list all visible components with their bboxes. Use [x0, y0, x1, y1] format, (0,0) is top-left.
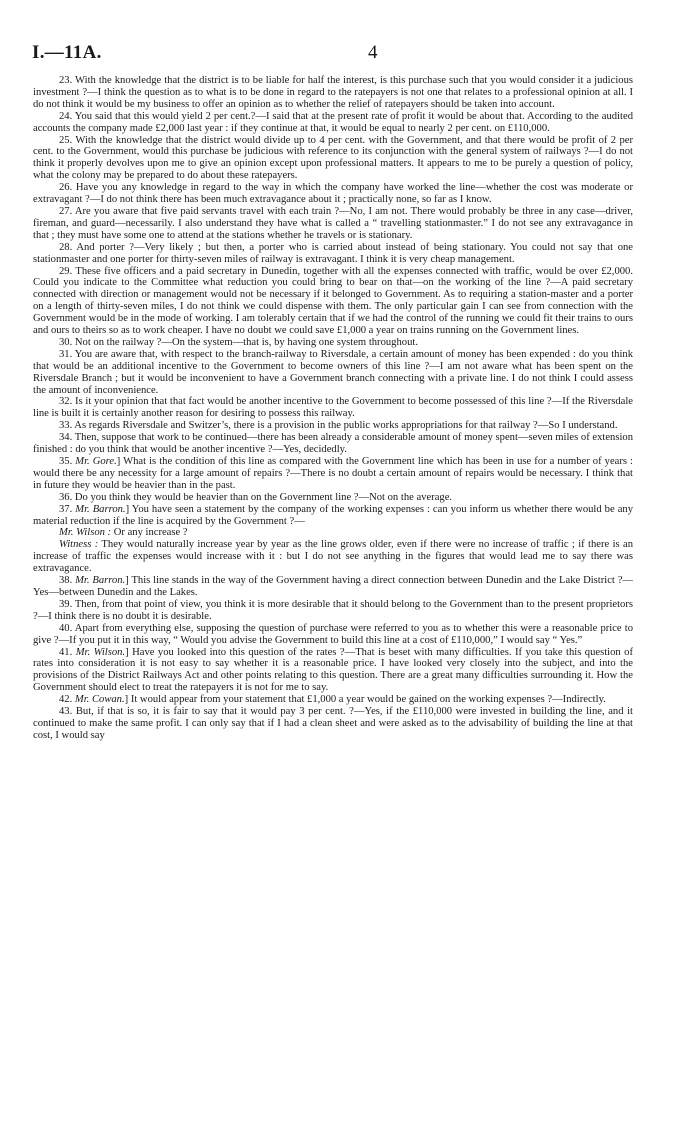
evidence-paragraph: 26. Have you any knowledge in regard to the way in which the company have worked the line—whether the cost was moderate or extravagant ?—I do not think there has been much extravagance about it ; practically none, so far as I know.	[33, 182, 633, 206]
evidence-paragraph: Witness : They would naturally increase year by year as the line grows older, even if there were no increase of traffic ; if there is an increase of traffic the expenses would increase with it : but I do not see anything in the figures that would lead me to say there was extravagance.	[33, 539, 633, 575]
evidence-text	[33, 75, 633, 742]
evidence-paragraph: 30. Not on the railway ?—On the system—that is, by having one system throughout.	[59, 336, 418, 348]
evidence-paragraph: 31. You are aware that, with respect to the branch-railway to Riversdale, a certain amount of money has been expended : do you think that would be an additional incentive to the Government to become owners of this line ?—I am not aware what has been spent on the Riversdale Branch ; but it would be inconvenient to have a Government branch connecting with a private line. I do not think I could assess the amount of inconvenience.	[33, 348, 633, 396]
evidence-paragraph: 24. You said that this would yield 2 per cent.?—I said that at the present rate of profit it would be about that. According to the audited accounts the company made £2,000 last year : if they continue at that, it would be equal to nearly 2 per cent. on £110,000.	[33, 110, 633, 134]
document-reference: I.—11A.	[32, 42, 102, 63]
evidence-paragraph: 32. Is it your opinion that that fact would be another incentive to the Government to become possessed of this line ?—If the Riversdale line is built it is certainly another reason for desiring to possess this railway.	[33, 396, 633, 420]
evidence-paragraph: 41. Mr. Wilson.] Have you looked into this question of the rates ?—That is beset with many difficulties. If you take this question of rates into consideration it is not easy to say whether it is a reasonable price. I have looked very closely into the subject, and into the provisions of the District Railways Act and other points relating to this question. There are a great many difficulties surrounding it. How the Government should elect to treat the ratepayers it is not for me to say.	[33, 646, 633, 694]
evidence-paragraph: Mr. Wilson : Or any increase ?	[59, 527, 188, 539]
evidence-paragraph: 33. As regards Riversdale and Switzer’s, there is a provision in the public works appropriations for that railway ?—So I understand.	[59, 420, 618, 432]
evidence-paragraph: 28. And porter ?—Very likely ; but then, a porter who is carried about instead of being stationary. You could not say that one stationmaster and one porter for thirty-seven miles of railway is extravagant. I think it is very cheap management.	[33, 241, 633, 265]
page-header	[32, 42, 650, 66]
evidence-paragraph: 34. Then, suppose that work to be continued—there has been already a considerable amount of money spent—seven miles of extension finished : do you think that would be another incentive ?—Yes, decidedly.	[33, 432, 633, 456]
evidence-paragraph: 29. These five officers and a paid secretary in Dunedin, together with all the expenses connected with traffic, would be over £2,000. Could you indicate to the Committee what reduction you could bring to bear on that—on the working of the line ?—A paid secretary connected with direction or management would not be necessary if it belonged to Government. As to requiring a station-master and a porter on a length of thirty-seven miles, I do not think we could dispense with them. The only particular gain I can see from connection with the Government would be in the mode of working. I am tolerably certain that if we had the control of the running we could fit their trains to ours and ours to theirs so as to work cheaper. I have no doubt we could save £1,000 a year on trains running on the Government lines.	[33, 265, 633, 337]
evidence-paragraph: 43. But, if that is so, it is fair to say that it would pay 3 per cent. ?—Yes, if the £110,000 were invested in building the line, and it continued to make the same profit. I can only say that if I had a clean sheet and were asked as to the advisability of building the line at that cost, I would say	[33, 706, 633, 741]
page-number: 4	[368, 42, 378, 63]
evidence-paragraph: 36. Do you think they would be heavier than on the Government line ?—Not on the average.	[59, 491, 453, 503]
evidence-paragraph: 27. Are you aware that five paid servants travel with each train ?—No, I am not. There would probably be three in any case—driver, fireman, and guard—necessarily. I also understand they have what is called a “ travelling stationmaster.” I do not see any extravagance in that ; they must have some one to attend at the stations whether he travels or is stationary.	[33, 205, 633, 241]
evidence-paragraph: 40. Apart from everything else, supposing the question of purchase were referred to you as to whether this were a reasonable price to give ?—If you put it in this way, “ Would you advise the Government to build this line at a cost of £110,000,” I would say “ Yes.”	[33, 622, 633, 646]
evidence-paragraph: 37. Mr. Barron.] You have seen a statement by the company of the working expenses : can you inform us whether there would be any material reduction if the line is acquired by the Government ?—	[33, 503, 634, 527]
evidence-paragraph: 38. Mr. Barron.] This line stands in the way of the Government having a direct connection between Dunedin and the Lake District ?—Yes—between Dunedin and the Lakes.	[33, 575, 634, 598]
evidence-paragraph: 25. With the knowledge that the district would divide up to 4 per cent. with the Government, and that there would be profit of 2 per cent. to the Government, would this purchase be judicious with reference to its conjunction with the general system of railways ?—I do not think it properly devolves upon me to give an opinion except upon professional matters. It appears to me to be purely a question of policy, what the colony may be prepared to do about these ratepayers.	[33, 134, 633, 182]
evidence-paragraph: 42. Mr. Cowan.] It would appear from your statement that £1,000 a year would be gained on the working expenses ?—Indirectly.	[59, 694, 606, 706]
evidence-paragraph: 35. Mr. Gore.] What is the condition of this line as compared with the Government line which has been in use for a number of years : would there be any necessity for a large amount of repairs ?—There is no doubt a certain amount of repairs would be necessary. I think that in future they would be heavier than in the past.	[33, 456, 633, 491]
evidence-paragraph: 23. With the knowledge that the district is to be liable for half the interest, is this purchase such that you would consider it a judicious investment ?—I think the question as to what is to be done in regard to the ratepayers is not one that relates to a professional opinion at all. I do not think it would be my business to offer an opinion as to whether the relief of ratepayers should be taken into account.	[33, 75, 633, 110]
evidence-paragraph: 39. Then, from that point of view, you think it is more desirable that it should belong to the Government than to the present proprietors ?—I think there is no doubt it is desirable.	[33, 598, 633, 622]
